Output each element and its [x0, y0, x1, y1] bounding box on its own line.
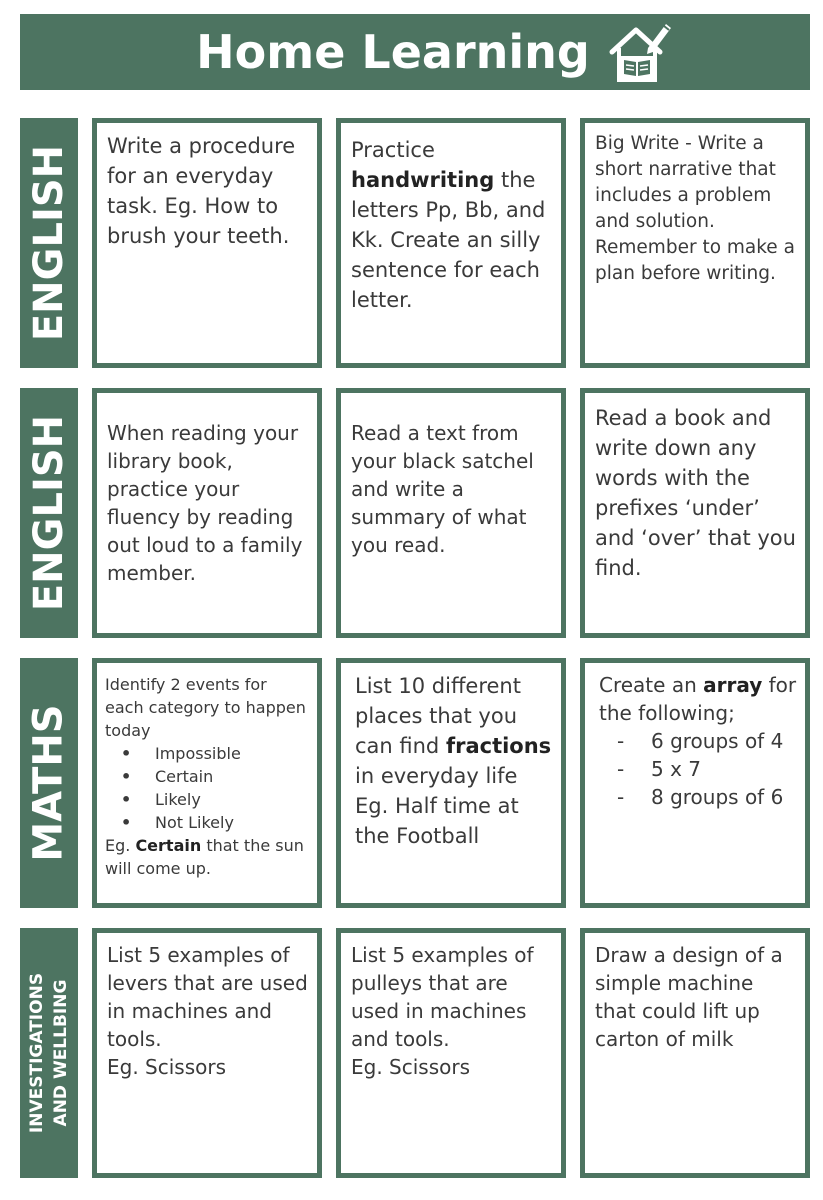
list-item: • Not Likely: [121, 811, 309, 834]
task-card: [580, 658, 810, 908]
task-text-bold: Certain: [135, 836, 202, 855]
task-text: Read a book and write down any words with the prefixes ‘under’ and ‘over’ that you find.: [595, 406, 796, 580]
task-text: in everyday life Eg. Half time at the Football: [355, 764, 519, 848]
task-text: Practice: [351, 138, 435, 162]
task-text: List 5 examples of pulleys that are used in machines and tools.: [351, 943, 534, 1051]
row-label-english-2: [20, 388, 78, 638]
list-item: - 8 groups of 6: [617, 783, 797, 811]
task-card: [580, 118, 810, 368]
list-item: - 6 groups of 4: [617, 727, 797, 755]
task-card: [336, 928, 566, 1178]
task-card: [580, 388, 810, 638]
page-title: Home Learning: [196, 25, 590, 79]
task-text: Create an: [599, 673, 704, 697]
list-item: • Certain: [121, 765, 309, 788]
task-text-bold: handwriting: [351, 168, 495, 192]
row-label-text: [25, 973, 73, 1133]
task-intro: Identify 2 events for each category to happen today: [105, 675, 306, 740]
task-card: [92, 928, 322, 1178]
house-book-pencil-icon: [606, 18, 674, 86]
task-text: for the following;: [599, 673, 797, 725]
row-label-line: AND WELLBING: [51, 979, 71, 1127]
row-label-line: INVESTIGATIONS: [27, 972, 47, 1134]
row-label-english-1: [20, 118, 78, 368]
example-suffix: that the sun will come up.: [105, 836, 304, 878]
task-intro: [599, 671, 797, 727]
task-card: [336, 118, 566, 368]
row-label-text: ENGLISH: [26, 144, 73, 342]
task-card: [92, 658, 322, 908]
task-card: [92, 118, 322, 368]
category-list: [121, 742, 309, 834]
task-text: the letters Pp, Bb, and Kk. Create an silly sentence for each letter.: [351, 168, 546, 312]
task-card: [92, 388, 322, 638]
list-item: - 5 x 7: [617, 755, 797, 783]
row-label-text: ENGLISH: [26, 414, 73, 612]
task-text: Big Write - Write a short narrative that includes a problem and solution. Remember to make a plan before writing.: [595, 133, 795, 284]
list-item: • Likely: [121, 788, 309, 811]
task-text-bold: fractions: [445, 734, 552, 758]
task-example: Eg. Scissors: [107, 1055, 227, 1079]
task-text: List 5 examples of levers that are used in machines and tools.: [107, 943, 308, 1051]
example-prefix: Eg.: [105, 836, 136, 855]
task-text: Read a text from your black satchel and write a summary of what you read.: [351, 421, 534, 557]
task-card: [336, 658, 566, 908]
task-example: [105, 834, 309, 880]
page-header: [20, 14, 810, 90]
task-text: Draw a design of a simple machine that could lift up carton of milk: [595, 943, 783, 1051]
task-card: [336, 388, 566, 638]
row-label-text: MATHS: [26, 704, 73, 862]
array-list: [617, 727, 797, 811]
task-example: Eg. Scissors: [351, 1055, 471, 1079]
task-text: Write a procedure for an everyday task. Eg. How to brush your teeth.: [107, 134, 296, 248]
row-label-investigations: [20, 928, 78, 1178]
task-card: [580, 928, 810, 1178]
task-text: When reading your library book, practice your fluency by reading out loud to a family member.: [107, 421, 303, 585]
task-text: List 10 different places that you can find: [355, 674, 521, 758]
row-label-maths: [20, 658, 78, 908]
list-item: • Impossible: [121, 742, 309, 765]
task-text-bold: array: [703, 673, 763, 697]
